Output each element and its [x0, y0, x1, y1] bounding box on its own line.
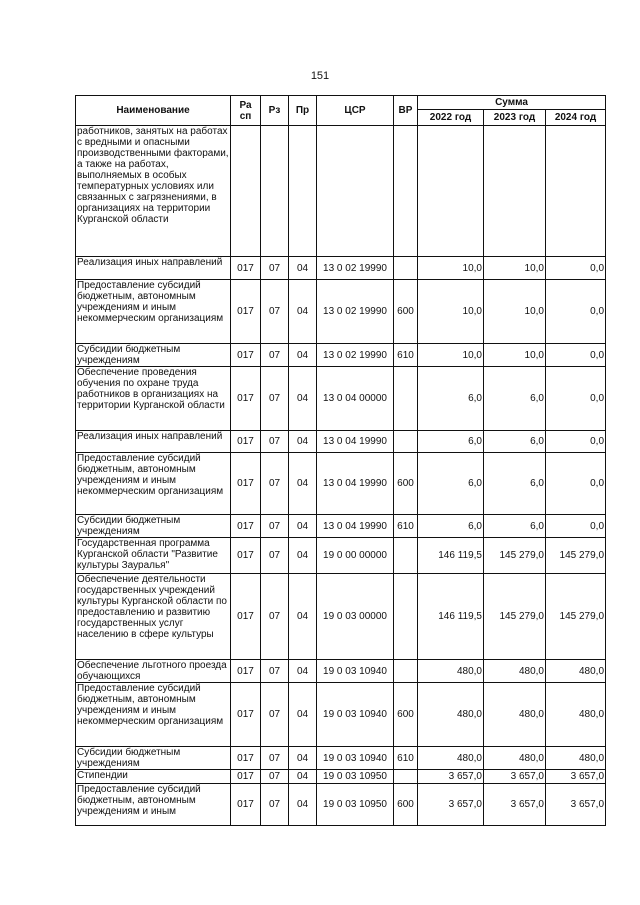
row-amount-2022: 146 119,5 — [418, 538, 484, 574]
row-amount-2024: 3 657,0 — [546, 770, 606, 784]
budget-table — [75, 95, 606, 826]
row-vr: 600 — [394, 453, 418, 515]
table-row — [76, 367, 606, 431]
table-row — [76, 683, 606, 747]
row-name: Предоставление субсидий бюджетным, автономным учреждениям и иным — [76, 784, 231, 826]
page-number: 151 — [310, 70, 330, 82]
table-row — [76, 770, 606, 784]
row-vr — [394, 257, 418, 280]
row-amount-2024: 3 657,0 — [546, 784, 606, 826]
row-pr: 04 — [289, 538, 317, 574]
table-row — [76, 784, 606, 826]
row-csr: 13 0 02 19990 — [317, 257, 394, 280]
row-vr: 610 — [394, 515, 418, 538]
row-vr — [394, 538, 418, 574]
table-row — [76, 574, 606, 660]
row-rasp: 017 — [231, 431, 261, 453]
row-csr: 13 0 04 19990 — [317, 431, 394, 453]
row-amount-2022: 3 657,0 — [418, 784, 484, 826]
row-csr: 13 0 04 19990 — [317, 515, 394, 538]
row-csr — [317, 126, 394, 257]
row-pr: 04 — [289, 280, 317, 344]
row-vr: 610 — [394, 747, 418, 770]
header-sum: Сумма — [418, 96, 606, 110]
row-amount-2022 — [418, 126, 484, 257]
table-row — [76, 280, 606, 344]
row-name: Государственная программа Курганской области "Развитие культуры Зауралья" — [76, 538, 231, 574]
row-amount-2023: 10,0 — [484, 280, 546, 344]
row-csr: 13 0 04 19990 — [317, 453, 394, 515]
row-rasp: 017 — [231, 784, 261, 826]
row-rz: 07 — [261, 257, 289, 280]
row-rasp: 017 — [231, 770, 261, 784]
row-rz: 07 — [261, 770, 289, 784]
row-vr: 600 — [394, 280, 418, 344]
row-csr: 13 0 02 19990 — [317, 280, 394, 344]
row-rasp: 017 — [231, 515, 261, 538]
row-vr — [394, 431, 418, 453]
row-rz: 07 — [261, 367, 289, 431]
row-amount-2023 — [484, 126, 546, 257]
row-rasp: 017 — [231, 660, 261, 683]
header-name: Наименование — [76, 96, 231, 126]
row-amount-2023: 3 657,0 — [484, 784, 546, 826]
row-name: Предоставление субсидий бюджетным, автономным учреждениям и иным некоммерческим организациям — [76, 280, 231, 344]
row-amount-2024: 0,0 — [546, 453, 606, 515]
row-pr: 04 — [289, 257, 317, 280]
row-amount-2023: 6,0 — [484, 515, 546, 538]
row-rasp: 017 — [231, 280, 261, 344]
row-pr: 04 — [289, 515, 317, 538]
row-rz: 07 — [261, 683, 289, 747]
row-rz — [261, 126, 289, 257]
row-name: Реализация иных направлений — [76, 257, 231, 280]
row-pr — [289, 126, 317, 257]
row-pr: 04 — [289, 431, 317, 453]
row-vr — [394, 660, 418, 683]
row-name: Предоставление субсидий бюджетным, автономным учреждениям и иным некоммерческим организациям — [76, 453, 231, 515]
row-vr — [394, 770, 418, 784]
row-pr: 04 — [289, 747, 317, 770]
row-pr: 04 — [289, 344, 317, 367]
row-rz: 07 — [261, 538, 289, 574]
row-amount-2022: 10,0 — [418, 280, 484, 344]
row-rasp: 017 — [231, 344, 261, 367]
row-amount-2023: 6,0 — [484, 453, 546, 515]
row-amount-2024: 480,0 — [546, 747, 606, 770]
row-rasp: 017 — [231, 538, 261, 574]
header-vr: ВР — [394, 96, 418, 126]
row-name: Субсидии бюджетным учреждениям — [76, 747, 231, 770]
row-pr: 04 — [289, 770, 317, 784]
header-csr: ЦСР — [317, 96, 394, 126]
row-amount-2023: 3 657,0 — [484, 770, 546, 784]
row-amount-2022: 6,0 — [418, 515, 484, 538]
row-csr: 19 0 03 10940 — [317, 660, 394, 683]
row-amount-2024: 480,0 — [546, 660, 606, 683]
row-vr: 600 — [394, 683, 418, 747]
row-vr: 600 — [394, 784, 418, 826]
row-rasp: 017 — [231, 367, 261, 431]
row-rasp: 017 — [231, 574, 261, 660]
row-name: Субсидии бюджетным учреждениям — [76, 515, 231, 538]
row-amount-2022: 480,0 — [418, 747, 484, 770]
header-rz: Рз — [261, 96, 289, 126]
row-rz: 07 — [261, 280, 289, 344]
row-amount-2024: 145 279,0 — [546, 538, 606, 574]
row-amount-2023: 145 279,0 — [484, 574, 546, 660]
row-vr: 610 — [394, 344, 418, 367]
table-row — [76, 257, 606, 280]
row-name: Обеспечение льготного проезда обучающихся — [76, 660, 231, 683]
row-csr: 19 0 03 00000 — [317, 574, 394, 660]
row-amount-2024 — [546, 126, 606, 257]
row-rasp: 017 — [231, 453, 261, 515]
row-amount-2022: 480,0 — [418, 683, 484, 747]
row-pr: 04 — [289, 367, 317, 431]
row-amount-2022: 480,0 — [418, 660, 484, 683]
row-csr: 19 0 03 10950 — [317, 770, 394, 784]
row-rz: 07 — [261, 344, 289, 367]
row-name: Реализация иных направлений — [76, 431, 231, 453]
row-amount-2022: 3 657,0 — [418, 770, 484, 784]
row-csr: 13 0 04 00000 — [317, 367, 394, 431]
row-amount-2023: 480,0 — [484, 683, 546, 747]
row-amount-2024: 0,0 — [546, 280, 606, 344]
row-amount-2023: 6,0 — [484, 431, 546, 453]
row-rasp: 017 — [231, 683, 261, 747]
row-pr: 04 — [289, 453, 317, 515]
row-amount-2024: 0,0 — [546, 367, 606, 431]
row-amount-2022: 6,0 — [418, 431, 484, 453]
row-amount-2022: 6,0 — [418, 453, 484, 515]
row-amount-2024: 0,0 — [546, 344, 606, 367]
table-row — [76, 660, 606, 683]
row-amount-2024: 0,0 — [546, 515, 606, 538]
row-name: Субсидии бюджетным учреждениям — [76, 344, 231, 367]
row-rz: 07 — [261, 784, 289, 826]
row-rasp — [231, 126, 261, 257]
row-csr: 19 0 00 00000 — [317, 538, 394, 574]
row-rz: 07 — [261, 453, 289, 515]
row-amount-2022: 10,0 — [418, 344, 484, 367]
table-row — [76, 747, 606, 770]
row-amount-2022: 10,0 — [418, 257, 484, 280]
row-amount-2024: 0,0 — [546, 257, 606, 280]
table-row — [76, 453, 606, 515]
row-csr: 13 0 02 19990 — [317, 344, 394, 367]
table-row — [76, 538, 606, 574]
table-row — [76, 126, 606, 257]
row-vr — [394, 126, 418, 257]
row-name: работников, занятых на работах с вредными и опасными производственными факторами, а также на работах, выполняемых в особых температурных условиях или связанных с загрязнениями, в организациях на территории Курганской области — [76, 126, 231, 257]
table-row — [76, 431, 606, 453]
header-rasp: Ра сп — [231, 96, 261, 126]
row-amount-2023: 10,0 — [484, 257, 546, 280]
row-amount-2024: 145 279,0 — [546, 574, 606, 660]
row-csr: 19 0 03 10940 — [317, 683, 394, 747]
row-amount-2022: 146 119,5 — [418, 574, 484, 660]
row-amount-2023: 6,0 — [484, 367, 546, 431]
row-rasp: 017 — [231, 257, 261, 280]
row-pr: 04 — [289, 574, 317, 660]
header-year-2023: 2023 год — [484, 110, 546, 126]
row-name: Обеспечение деятельности государственных учреждений культуры Курганской области по предоставлению и развитию государственных услуг населению в сфере культуры — [76, 574, 231, 660]
row-csr: 19 0 03 10950 — [317, 784, 394, 826]
row-name: Предоставление субсидий бюджетным, автономным учреждениям и иным некоммерческим организациям — [76, 683, 231, 747]
row-pr: 04 — [289, 784, 317, 826]
header-year-2024: 2024 год — [546, 110, 606, 126]
row-rz: 07 — [261, 574, 289, 660]
row-vr — [394, 574, 418, 660]
row-rz: 07 — [261, 747, 289, 770]
row-pr: 04 — [289, 683, 317, 747]
row-name: Стипендии — [76, 770, 231, 784]
header-pr: Пр — [289, 96, 317, 126]
row-amount-2023: 145 279,0 — [484, 538, 546, 574]
row-amount-2023: 480,0 — [484, 660, 546, 683]
row-amount-2023: 10,0 — [484, 344, 546, 367]
row-rz: 07 — [261, 515, 289, 538]
table-row — [76, 515, 606, 538]
row-rz: 07 — [261, 431, 289, 453]
row-csr: 19 0 03 10940 — [317, 747, 394, 770]
row-amount-2023: 480,0 — [484, 747, 546, 770]
row-pr: 04 — [289, 660, 317, 683]
table-row — [76, 344, 606, 367]
header-year-2022: 2022 год — [418, 110, 484, 126]
row-name: Обеспечение проведения обучения по охране труда работников в организациях на территории Курганской области — [76, 367, 231, 431]
row-amount-2024: 480,0 — [546, 683, 606, 747]
row-vr — [394, 367, 418, 431]
row-amount-2022: 6,0 — [418, 367, 484, 431]
row-amount-2024: 0,0 — [546, 431, 606, 453]
row-rasp: 017 — [231, 747, 261, 770]
row-rz: 07 — [261, 660, 289, 683]
